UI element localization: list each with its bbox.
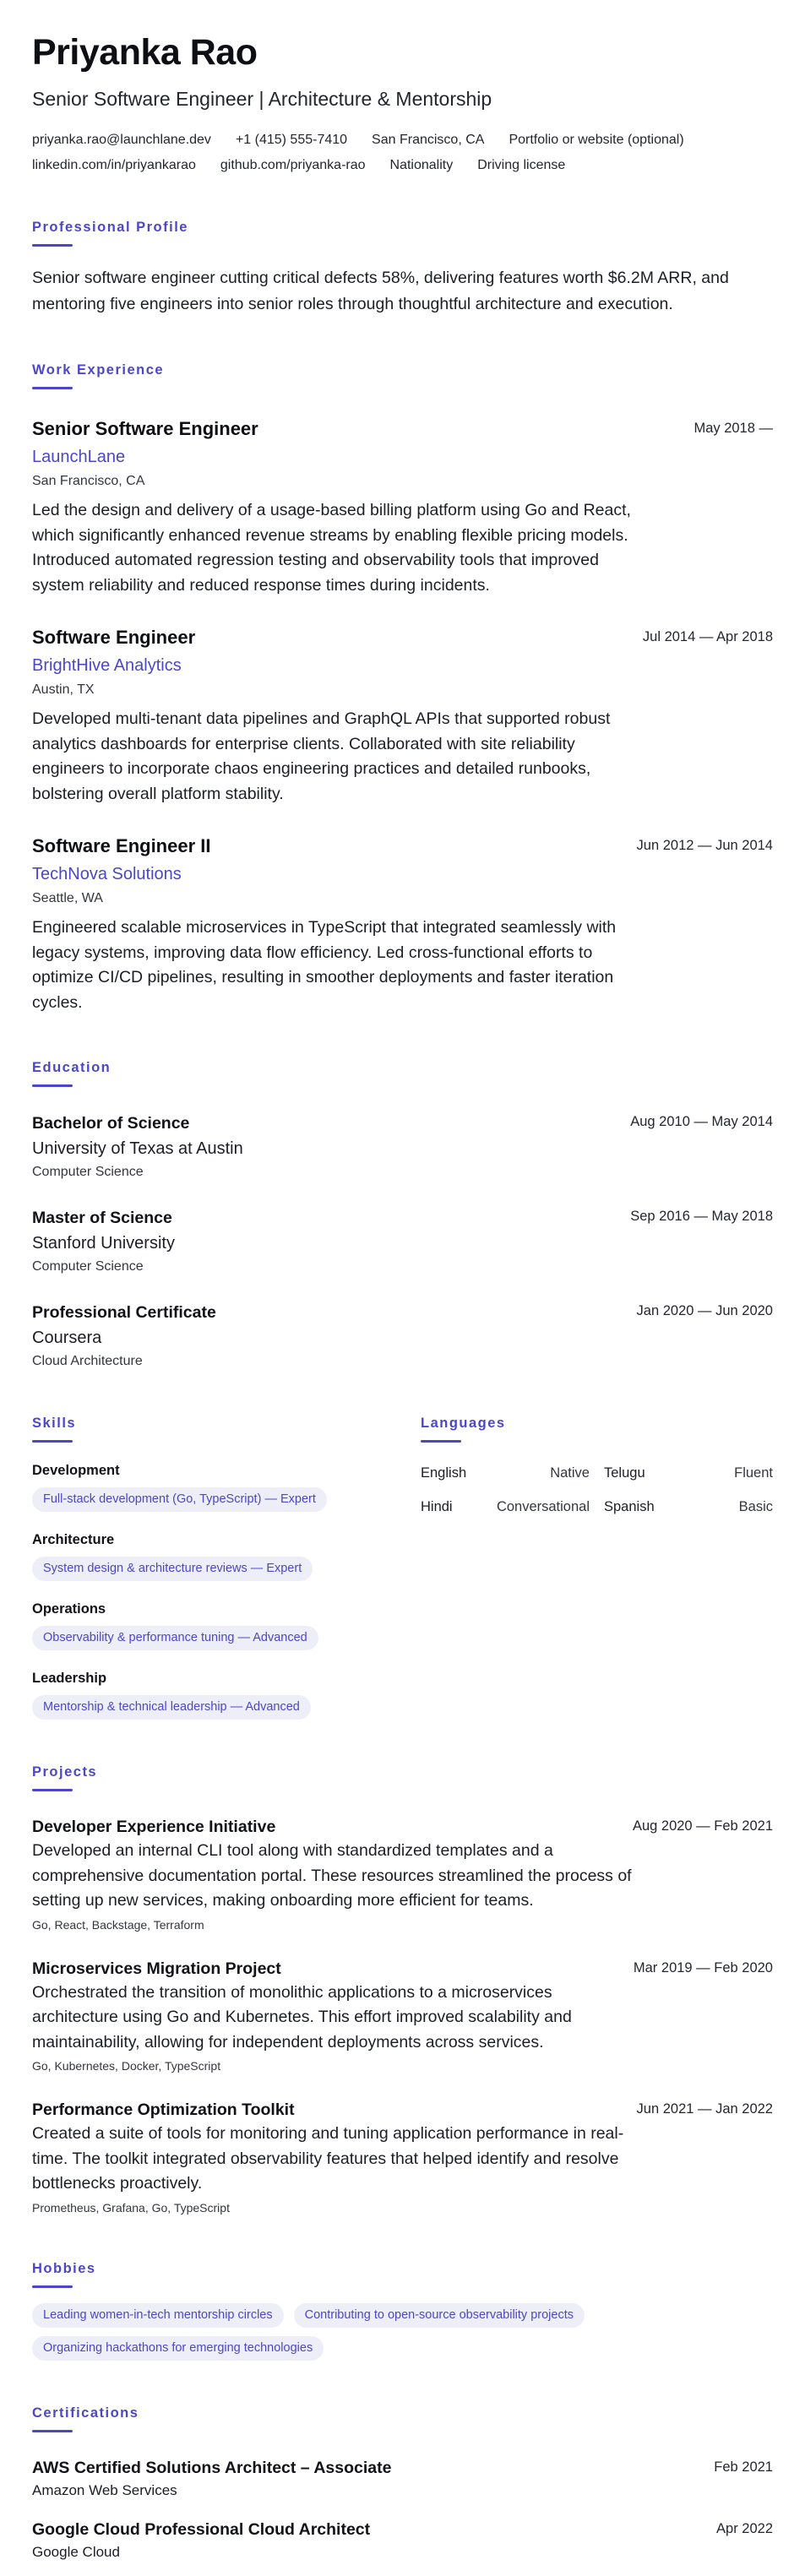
education-entry [32,1207,773,1276]
section-title: Education [32,1060,112,1075]
language-name: English [421,1465,467,1481]
section-divider [32,1084,73,1087]
certification-issuer: Google Cloud [32,2543,120,2560]
section-title: Hobbies [32,2260,96,2276]
education-field: Cloud Architecture [32,1354,143,1368]
job-description: Engineered scalable microservices in TypeScript that integrated seamlessly with legacy systems, improving data flow efficiency. Led cross-functional efforts to optimize CI/CD pipelines, resulting in smoother deployments and faster iteration cycles. [32,918,617,1012]
skill-group-name: Development [32,1463,120,1478]
job-date: Jul 2014 — Apr 2018 [642,629,773,644]
language-level: Fluent [734,1465,773,1481]
profile-section [32,219,773,318]
hobby-chip: Leading women-in-tech mentorship circles [32,2303,284,2328]
experience-section [32,361,773,1015]
section-title: Professional Profile [32,220,188,235]
job-description: Led the design and delivery of a usage-based billing platform using Go and React, which significantly enhanced revenue streams by enabling flexible pricing models. Introduced automated regression testing and observability tools that improved system reliability and reduced response times during incidents. [32,501,631,595]
education-school: Stanford University [32,1234,175,1253]
skill-chip: Observability & performance tuning — Advanced [32,1626,318,1650]
job-date: May 2018 — [693,421,773,436]
skills-section [32,1415,421,1720]
project-entry [32,1959,773,2075]
certification-entry [32,2458,773,2501]
project-description: Developed an internal CLI tool along with standardized templates and a comprehensive documentation portal. These resources streamlined the process of setting up new services, making onboarding more efficient for teams. [32,1841,632,1910]
job-company: TechNova Solutions [32,865,182,883]
project-entry [32,2100,773,2216]
certification-name: Google Cloud Professional Cloud Architect [32,2519,371,2539]
language-level: Conversational [496,1499,590,1514]
skill-group [32,1669,421,1720]
section-title: Work Experience [32,362,165,378]
contact-email[interactable]: priyanka.rao@launchlane.dev [32,133,211,147]
language-level: Basic [738,1499,773,1514]
skill-group-name: Operations [32,1601,106,1617]
project-tech: Prometheus, Grafana, Go, TypeScript [32,2200,230,2215]
skills-languages-row [32,1415,773,1720]
projects-section [32,1764,773,2216]
language-item [421,1464,590,1482]
skill-group [32,1530,421,1581]
project-tech: Go, Kubernetes, Docker, TypeScript [32,2059,221,2073]
education-school: University of Texas at Austin [32,1139,243,1158]
education-field: Computer Science [32,1165,144,1179]
education-field: Computer Science [32,1259,144,1274]
education-entry [32,1112,773,1182]
section-divider [32,2430,73,2432]
language-name: Spanish [604,1499,655,1514]
education-date: Sep 2016 — May 2018 [630,1209,773,1224]
candidate-name: Priyanka Rao [32,32,258,73]
contact-linkedin[interactable]: linkedin.com/in/priyankarao [32,158,196,172]
certifications-section [32,2405,773,2562]
job-location: Seattle, WA [32,891,103,905]
education-degree: Master of Science [32,1209,172,1227]
project-description: Orchestrated the transition of monolithic applications to a microservices architecture using Go and Kubernetes. This effort improved scalability and maintainability, allowing for independent deployments across services. [32,1982,572,2052]
skill-group [32,1461,421,1512]
language-item [604,1464,773,1482]
job-entry [32,834,773,1015]
education-school: Coursera [32,1329,102,1347]
section-divider [32,2285,73,2288]
profile-summary: Senior software engineer cutting critical defects 58%, delivering features worth $6.2M ARR, and mentoring five engineers into senior roles through thoughtful architecture and execution. [32,269,729,313]
candidate-headline: Senior Software Engineer | Architecture & Mentorship [32,88,492,110]
skill-group [32,1600,421,1650]
language-item [421,1497,590,1516]
hobbies-section [32,2260,773,2361]
project-date: Jun 2021 — Jan 2022 [636,2101,773,2117]
job-entry [32,626,773,807]
project-date: Mar 2019 — Feb 2020 [633,1959,773,1975]
education-entry [32,1302,773,1371]
section-title: Projects [32,1764,98,1780]
certification-issuer: Amazon Web Services [32,2481,177,2498]
certification-name: AWS Certified Solutions Architect – Associate [32,2458,392,2477]
languages-list [421,1464,773,1516]
language-name: Telugu [604,1465,645,1481]
contact-github[interactable]: github.com/priyanka-rao [220,158,366,172]
section-divider [32,1440,73,1443]
job-company: LaunchLane [32,448,126,466]
language-item [604,1497,773,1516]
certification-date: Feb 2021 [714,2459,773,2475]
hobby-chip: Contributing to open-source observability projects [294,2303,585,2328]
education-degree: Professional Certificate [32,1303,216,1322]
section-divider [421,1440,461,1443]
skill-group-name: Leadership [32,1671,107,1686]
education-date: Jan 2020 — Jun 2020 [636,1303,773,1318]
section-title: Languages [421,1416,506,1431]
contact-nationality: Nationality [389,158,454,172]
contact-phone[interactable]: +1 (415) 555-7410 [235,133,348,147]
education-degree: Bachelor of Science [32,1114,190,1133]
job-date: Jun 2012 — Jun 2014 [636,838,773,853]
skill-chip: Mentorship & technical leadership — Advanced [32,1695,311,1720]
contact-info [32,131,773,175]
education-section [32,1059,773,1371]
job-location: Austin, TX [32,682,95,697]
project-title: Microservices Migration Project [32,1959,281,1978]
job-entry [32,417,773,598]
hobbies-list [32,2303,773,2361]
section-title: Certifications [32,2405,139,2421]
hobby-chip: Organizing hackathons for emerging technologies [32,2336,324,2361]
contact-location: San Francisco, CA [372,133,485,147]
section-title: Skills [32,1416,77,1431]
job-company: BrightHive Analytics [32,656,182,675]
section-divider [32,244,73,247]
language-name: Hindi [421,1499,453,1514]
resume-header [32,32,773,175]
education-date: Aug 2010 — May 2014 [630,1114,773,1129]
section-divider [32,387,73,389]
job-title: Software Engineer II [32,835,211,856]
skill-group-name: Architecture [32,1532,115,1547]
project-title: Performance Optimization Toolkit [32,2100,295,2119]
job-location: San Francisco, CA [32,474,145,488]
certification-entry [32,2519,773,2562]
certification-date: Apr 2022 [716,2520,773,2536]
languages-section [421,1415,773,1720]
project-entry [32,1817,773,1933]
skill-chip: Full-stack development (Go, TypeScript) — Expert [32,1487,327,1512]
contact-driving-license: Driving license [477,158,566,172]
project-date: Aug 2020 — Feb 2021 [632,1818,773,1834]
section-divider [32,1789,73,1791]
skill-chip: System design & architecture reviews — Expert [32,1557,313,1581]
project-tech: Go, React, Backstage, Terraform [32,1917,204,1932]
job-title: Software Engineer [32,627,196,648]
job-description: Developed multi-tenant data pipelines and GraphQL APIs that supported robust analytics dashboards for enterprise clients. Collaborated with site reliability engineers to incorporate chaos engineering practices and detailed runbooks, bolstering overall platform stability. [32,709,611,803]
project-title: Developer Experience Initiative [32,1818,276,1836]
job-title: Senior Software Engineer [32,418,258,439]
language-level: Native [550,1465,590,1481]
project-description: Created a suite of tools for monitoring and tuning application performance in real-time. The toolkit integrated observability features that helped identify and resolve bottlenecks proactively. [32,2124,624,2193]
contact-website[interactable]: Portfolio or website (optional) [509,133,684,147]
